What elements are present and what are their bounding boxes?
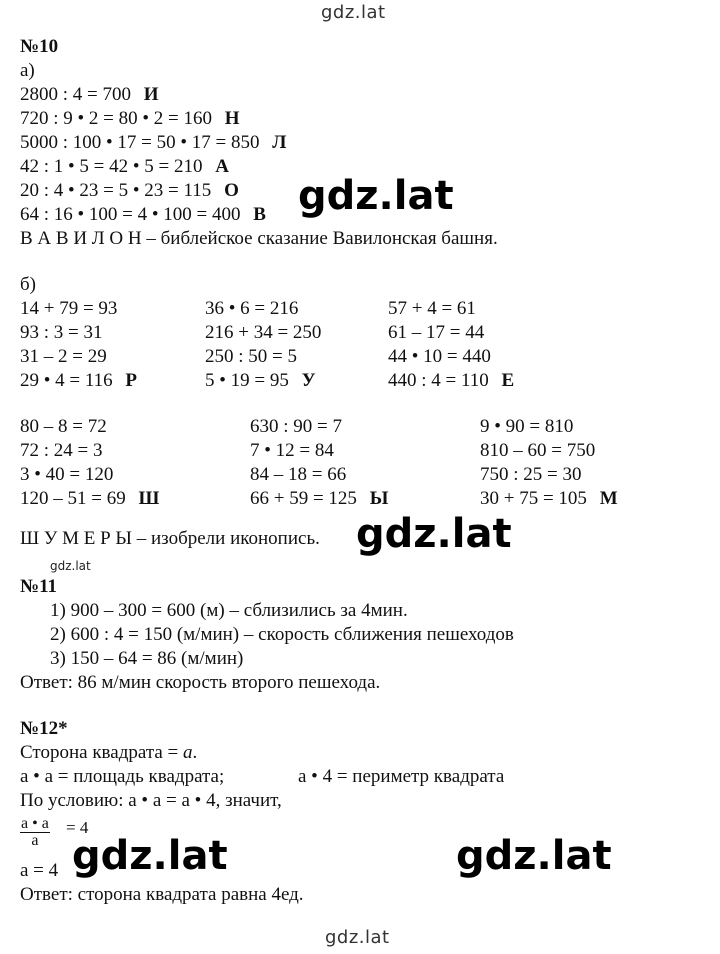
b-col1-line: 93 : 3 = 31 (20, 322, 103, 343)
a-line (20, 108, 240, 130)
c-col1-line: 80 – 8 = 72 (20, 416, 107, 437)
b-col3-line: 44 • 10 = 440 (388, 346, 491, 367)
b-col3-line: 57 + 4 = 61 (388, 298, 476, 319)
a-expr: 720 : 9 • 2 = 80 • 2 = 160 (20, 108, 213, 129)
b-letter: Р (125, 370, 138, 391)
a-expr: 5000 : 100 • 17 = 50 • 17 = 850 (20, 132, 260, 153)
task11-step: 3) 150 – 64 = 86 (м/мин) (50, 648, 244, 669)
c-col1-line: 3 • 40 = 120 (20, 464, 114, 485)
b-col1-line: 14 + 79 = 93 (20, 298, 118, 319)
side-prefix: Сторона квадрата = (20, 742, 184, 763)
b-col2-line: 216 + 34 = 250 (205, 322, 322, 343)
watermark-middle-2: gdz.lat (356, 511, 512, 557)
fraction-equals: = 4 (66, 818, 89, 837)
b-letter: У (301, 370, 316, 391)
c-col2-line (250, 488, 388, 510)
task10-part-a: а) (20, 60, 35, 81)
a-line (20, 132, 286, 154)
c-col2-line: 7 • 12 = 84 (250, 440, 334, 461)
b-col2-line (205, 370, 316, 392)
a-line (20, 84, 159, 106)
task12-answer: Ответ: сторона квадрата равна 4ед. (20, 884, 304, 905)
task10-b-answer: Ш У М Е Р Ы – изобрели иконопись. (20, 528, 320, 549)
b-expr: 5 • 19 = 95 (205, 370, 289, 391)
b-col3-line (388, 370, 514, 392)
a-letter: О (224, 180, 239, 201)
task12-area: а • а = площадь квадрата; (20, 766, 225, 787)
a-letter: Л (272, 132, 287, 153)
task12-condition: По условию: а • а = а • 4, значит, (20, 790, 282, 811)
task10-title: №10 (20, 36, 59, 57)
b-col3-line: 61 – 17 = 44 (388, 322, 485, 343)
a-expr: 64 : 16 • 100 = 4 • 100 = 400 (20, 204, 241, 225)
a-letter: А (215, 156, 229, 177)
c-col3-line (480, 488, 618, 510)
c-expr: 120 – 51 = 69 (20, 488, 126, 509)
c-col3-line: 9 • 90 = 810 (480, 416, 574, 437)
c-col2-line: 630 : 90 = 7 (250, 416, 342, 437)
task12-result: а = 4 (20, 860, 59, 881)
b-letter: Е (501, 370, 515, 391)
b-col1-line (20, 370, 137, 392)
c-col1-line: 72 : 24 = 3 (20, 440, 103, 461)
c-letter: Ш (138, 488, 160, 509)
a-expr: 20 : 4 • 23 = 5 • 23 = 115 (20, 180, 212, 201)
c-col3-line: 810 – 60 = 750 (480, 440, 596, 461)
a-expr: 42 : 1 • 5 = 42 • 5 = 210 (20, 156, 203, 177)
task11-step: 1) 900 – 300 = 600 (м) – сблизились за 4мин. (50, 600, 408, 621)
c-col2-line: 84 – 18 = 66 (250, 464, 347, 485)
watermark-low-left: gdz.lat (72, 833, 228, 879)
task12-side-line (20, 742, 197, 764)
b-expr: 29 • 4 = 116 (20, 370, 113, 391)
a-expr: 2800 : 4 = 700 (20, 84, 131, 105)
task11-title: №11 (20, 576, 58, 597)
watermark-low-right: gdz.lat (456, 833, 612, 879)
task12-fraction (20, 816, 50, 849)
a-line (20, 156, 229, 178)
c-col3-line: 750 : 25 = 30 (480, 464, 582, 485)
c-expr: 30 + 75 = 105 (480, 488, 587, 509)
fraction-denominator: а (31, 832, 39, 849)
b-col2-line: 36 • 6 = 216 (205, 298, 299, 319)
task11-step: 2) 600 : 4 = 150 (м/мин) – скорость сближения пешеходов (50, 624, 514, 645)
c-col1-line (20, 488, 159, 510)
task12-perimeter: а • 4 = периметр квадрата (298, 766, 505, 787)
a-letter: И (143, 84, 159, 105)
b-col1-line: 31 – 2 = 29 (20, 346, 107, 367)
task12-title: №12* (20, 718, 68, 739)
b-expr: 440 : 4 = 110 (388, 370, 489, 391)
a-line (20, 180, 239, 202)
task11-answer: Ответ: 86 м/мин скорость второго пешехода. (20, 672, 381, 693)
c-letter: М (599, 488, 618, 509)
a-letter: Н (224, 108, 240, 129)
fraction-numerator: а • а (21, 815, 49, 832)
b-col2-line: 250 : 50 = 5 (205, 346, 297, 367)
c-letter: Ы (369, 488, 389, 509)
watermark-top: gdz.lat (321, 2, 386, 23)
watermark-bottom: gdz.lat (325, 927, 390, 948)
c-expr: 66 + 59 = 125 (250, 488, 357, 509)
task10-part-b: б) (20, 274, 36, 295)
task10-a-answer: В А В И Л О Н – библейское сказание Вавилонская башня. (20, 228, 498, 249)
watermark-small: gdz.lat (50, 559, 91, 573)
side-suffix: . (192, 742, 198, 763)
watermark-middle-1: gdz.lat (298, 173, 454, 219)
a-letter: В (253, 204, 266, 225)
a-line (20, 204, 266, 226)
side-var: a (183, 742, 193, 763)
